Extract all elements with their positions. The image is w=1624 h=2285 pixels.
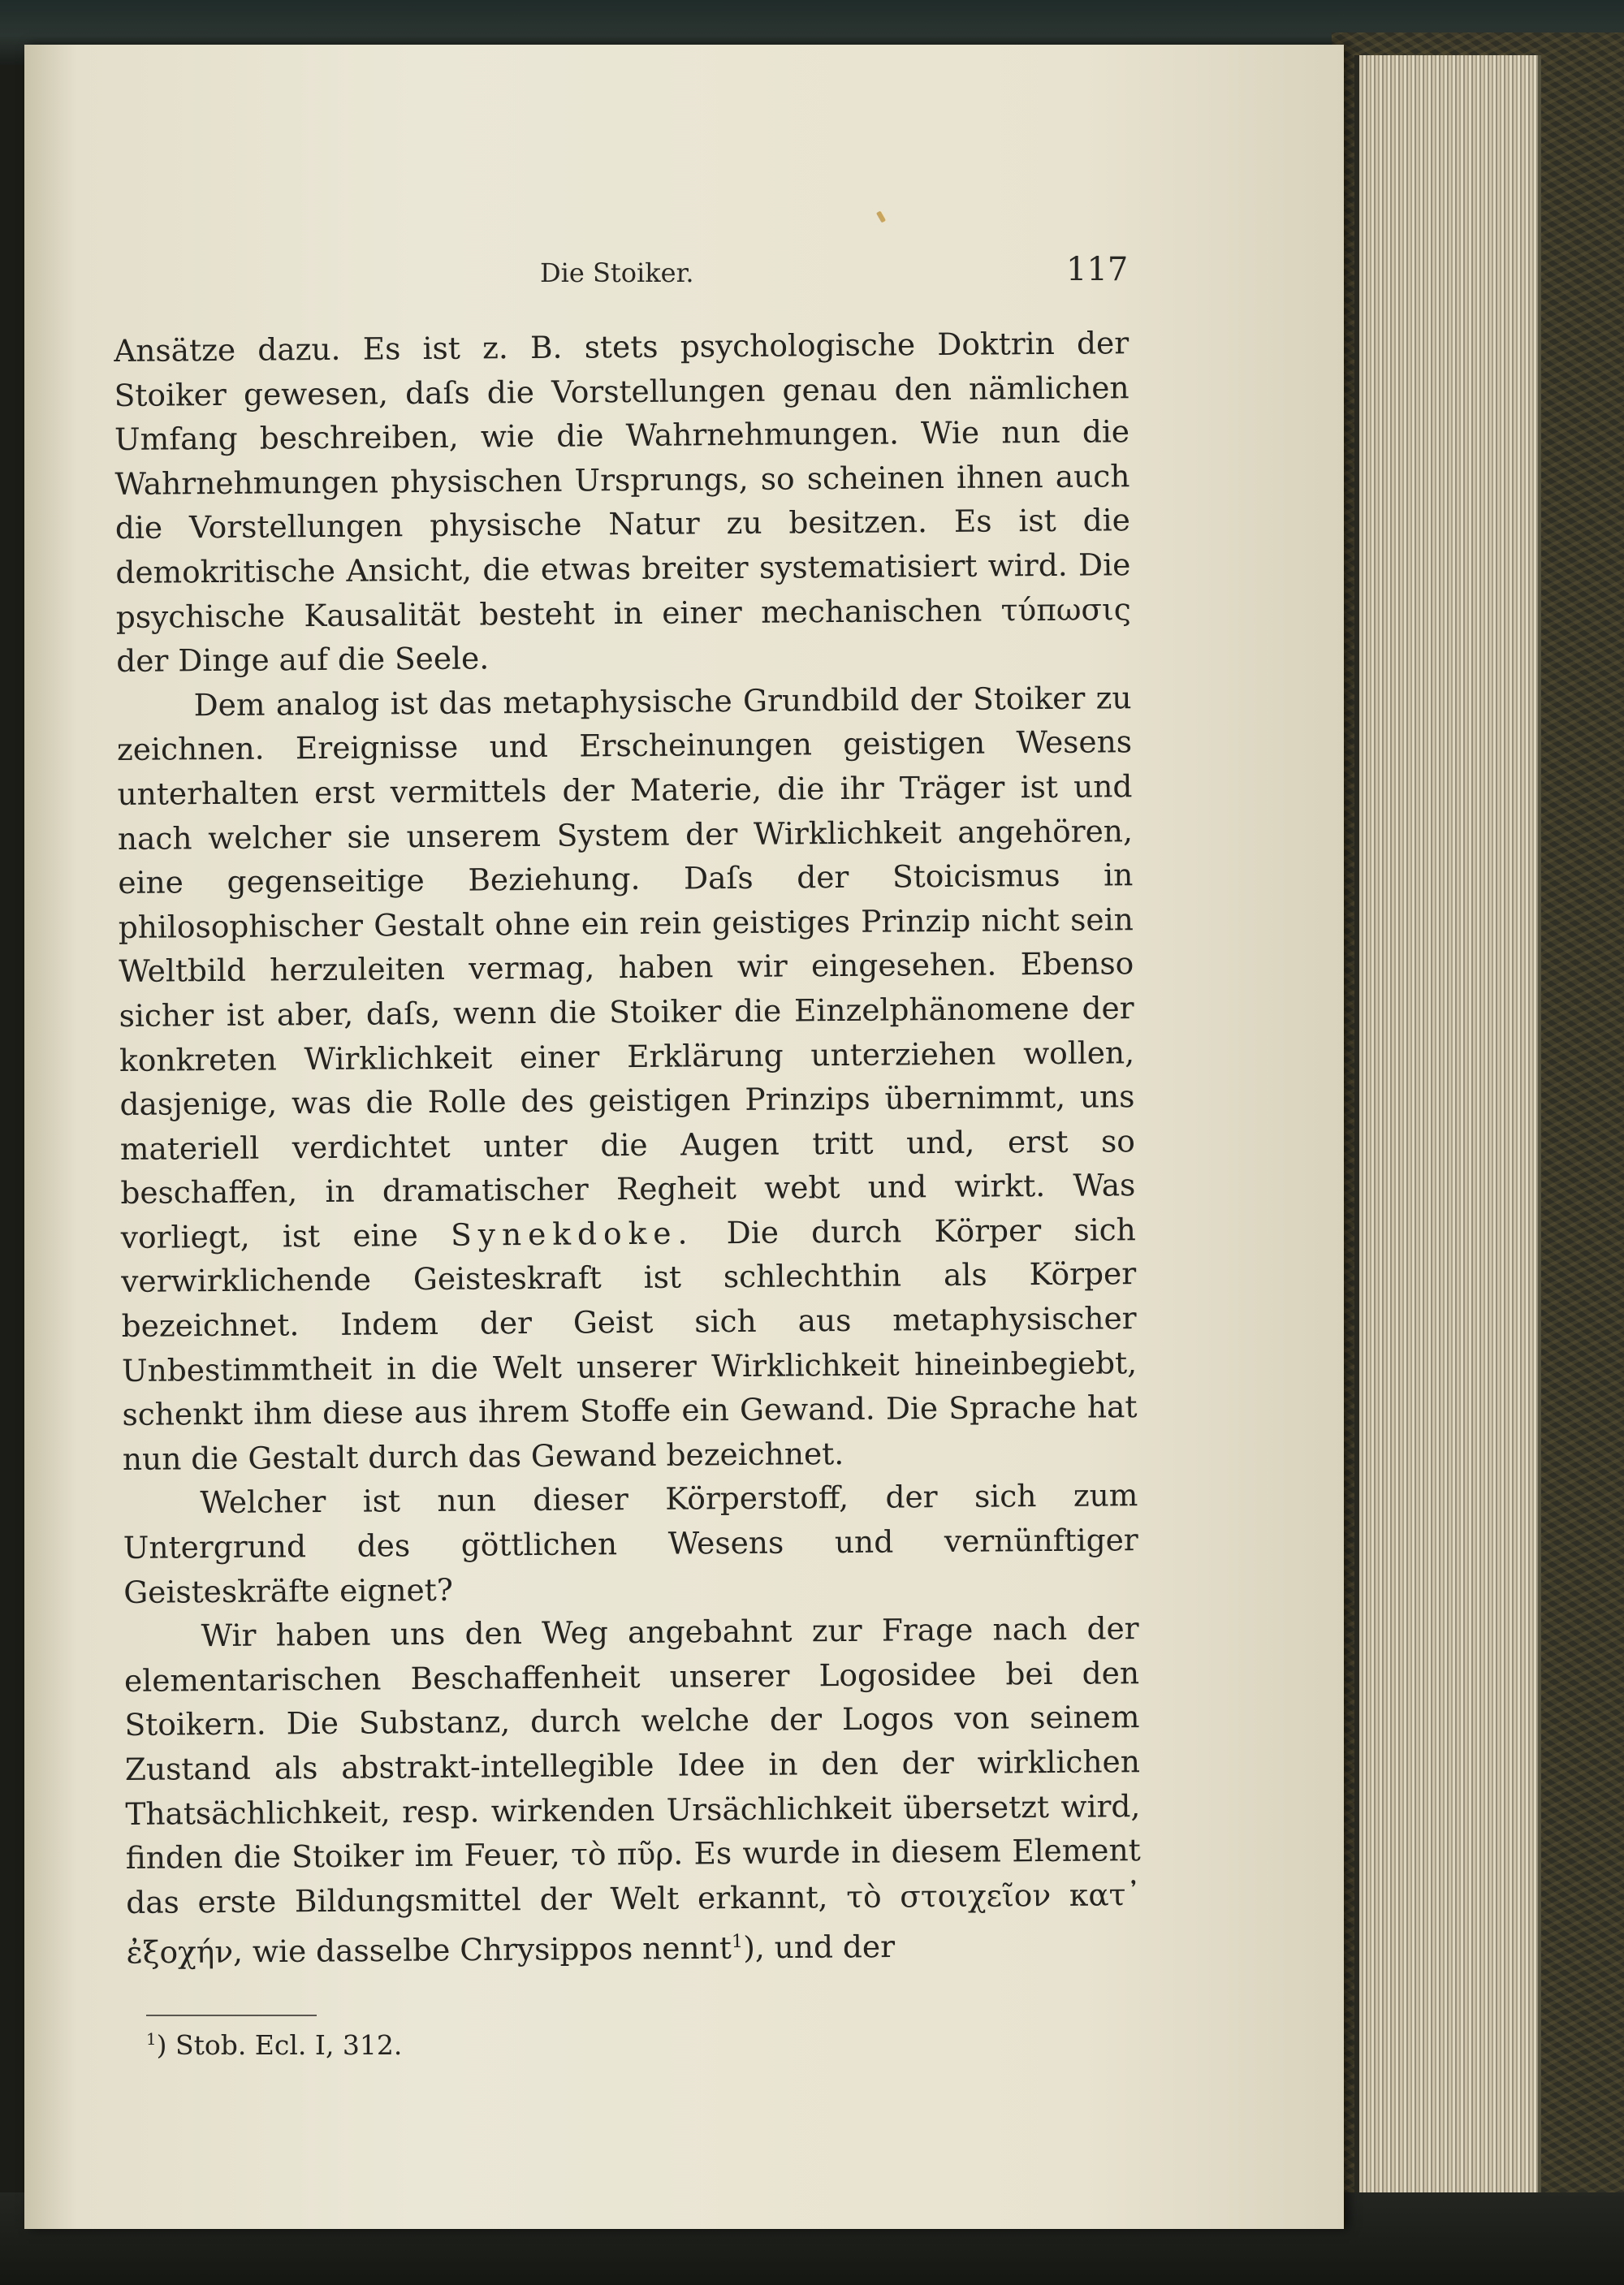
paragraph-2	[116, 676, 1138, 1481]
paragraph-1: Ansätze dazu. Es ist z. B. stets psychologische Doktrin der Stoiker gewesen, daſs die Vorstellungen genau den nämlichen Umfang beschreiben, wie die Wahrnehmungen. Wie nun die Wahrnehmungen physischen Ursprungs, so scheinen ihnen auch die Vorstellungen physische Natur zu besitzen. Es ist die demokritische Ansicht, die etwas breiter systematisiert wird. Die psychische Kausalität besteht in einer mechanischen τύπωσις der Dinge auf die Seele.	[114, 325, 1131, 680]
paragraph-3: Welcher ist nun dieser Körperstoff, der sich zum Untergrund des göttlichen Wesens und vernünftiger Geisteskräfte eignet?	[123, 1477, 1138, 1610]
paper-stain	[876, 210, 886, 222]
footnote	[146, 2019, 402, 2066]
page-edges	[1354, 55, 1541, 2215]
body-text	[114, 321, 1142, 1975]
footnote-reference[interactable]: 1	[731, 1931, 744, 1953]
paragraph-2-part-1: Dem analog ist das metaphysische Grundbild der Stoiker zu zeichnen. Ereignisse und Erscheinungen geistigen Wesens unterhalten erst vermittels der Materie, die ihr Träger ist und nach welcher sie unserem System der Wirklichkeit angehören, eine gegenseitige Beziehung. Daſs der Stoicismus in philosophischer Gestalt ohne ein rein geistiges Prinzip nicht sein Weltbild herzuleiten vermag, haben wir eingesehen. Ebenso sicher ist aber, daſs, wenn die Stoiker die Einzelphänomene der konkreten Wirklichkeit einer Erklärung unterziehen wollen, dasjenige, was die Rolle des geistigen Prinzips übernimmt, uns materiell verdichtet unter die Augen tritt und, erst so beschaffen, in dramatischer Regheit webt und wirkt. Was vorliegt, ist eine	[116, 679, 1136, 1255]
paragraph-4-part-1: Wir haben uns den Weg angebahnt zur Frage nach der elementarischen Beschaffenheit unserer Logosidee bei den Stoikern. Die Substanz, durch welche der Logos von seinem Zustand als abstrakt-intellegible Idee in den der wirklichen Thatsächlichkeit, resp. wirkenden Ursächlichkeit übersetzt wird, finden die Stoiker im Feuer, τὸ πῦρ. Es wurde in diesem Element das erste Bildungsmittel der Welt erkannt, τὸ στοιχεῖον κατ᾽ ἐξοχήν, wie dasselbe Chrysippos nennt	[123, 1610, 1142, 1971]
footnote-divider	[146, 2015, 317, 2016]
paragraph-4	[123, 1606, 1141, 1975]
page-number: 117	[1066, 251, 1129, 288]
book-page	[24, 45, 1344, 2229]
footnote-text: ) Stob. Ecl. I, 312.	[156, 2029, 403, 2061]
paragraph-4-part-2: ), und der	[743, 1929, 896, 1966]
page-header	[24, 251, 1344, 306]
paragraph-2-part-2: Die durch Körper sich verwirklichende Geisteskraft ist schlechthin als Körper bezeichnet. Indem der Geist sich aus metaphysischer Unbestimmtheit in die Welt unserer Wirklichkeit hineinbegiebt, schenkt ihm diese aus ihrem Stoffe ein Gewand. Die Sprache hat nun die Gestalt durch das Gewand bezeichnet.	[121, 1212, 1138, 1477]
emphasized-word: Synekdoke.	[450, 1215, 694, 1253]
footnote-marker: 1	[146, 2030, 157, 2049]
running-title: Die Stoiker.	[540, 257, 694, 288]
